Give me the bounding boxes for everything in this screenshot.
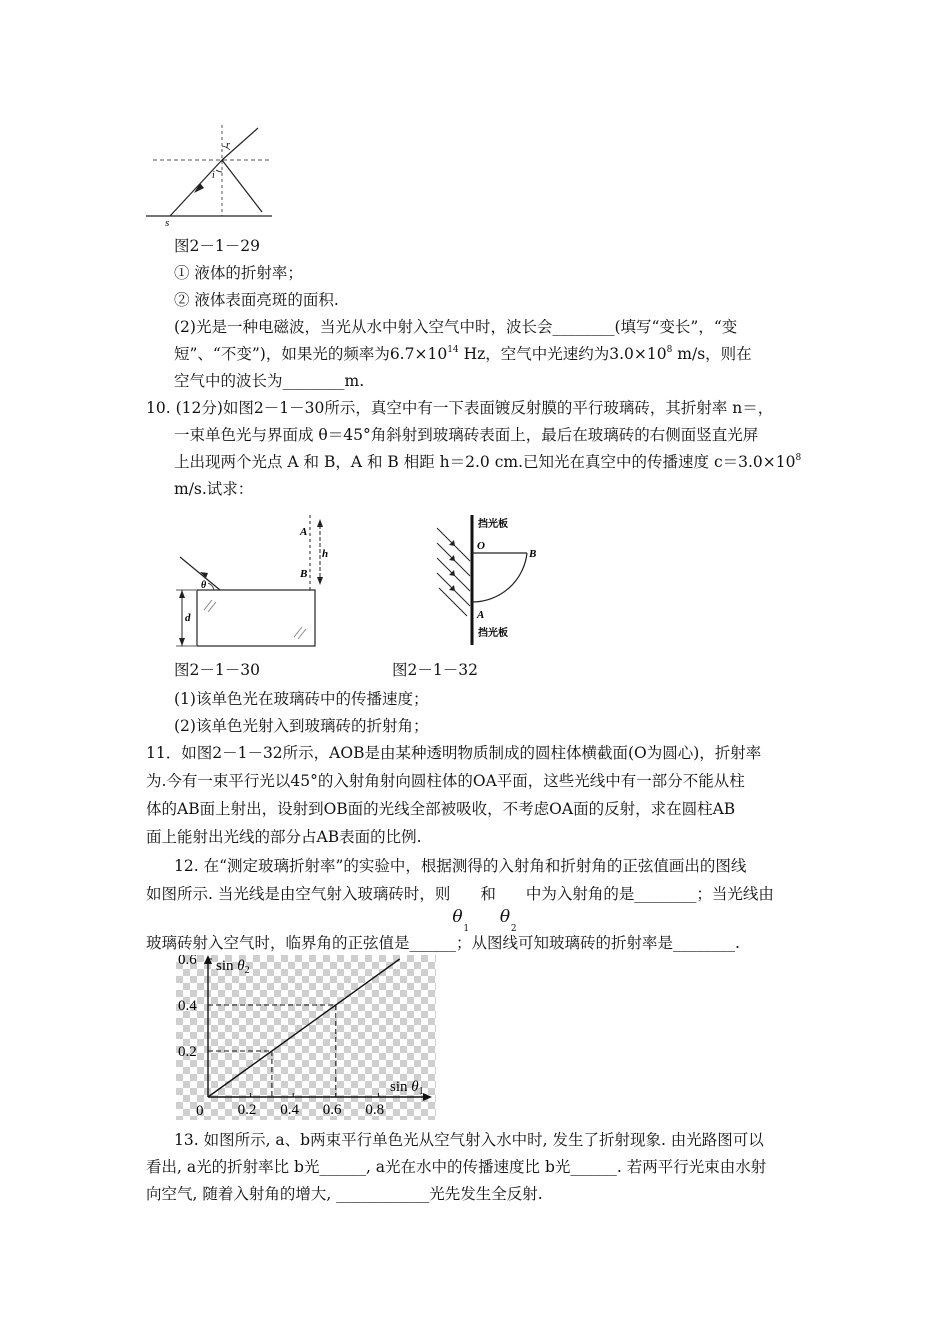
fig30-label-theta: θ	[201, 580, 207, 591]
y-tick-label-0: 0.2	[178, 1044, 197, 1060]
x-axis-label: $\sin \theta_1$	[390, 1079, 424, 1097]
q13-line1: 13. 如图所示, a、b两束平行单色光从空气射入水中时, 发生了折射现象. 由光路图可以	[174, 1131, 764, 1149]
q12-line1: 12. 在“测定玻璃折射率”的实验中，根据测得的入射角和折射角的正弦值画出的图线	[174, 857, 747, 875]
q10-sub1: (1)该单色光在玻璃砖中的传播速度；	[174, 690, 429, 708]
q9-part2-line3: 空气中的波长为________m.	[174, 372, 365, 390]
q12-line3: 玻璃砖射入空气时，临界角的正弦值是______；从图线可知玻璃砖的折射率是________.	[146, 934, 740, 952]
data-line	[208, 959, 400, 1097]
q11-line1: 11．如图2－1－32所示，AOB是由某种透明物质制成的圆柱体横截面(O为圆心)，折射率	[146, 744, 762, 762]
q10-sub2: (2)该单色光射入到玻璃砖的折射角；	[174, 717, 429, 735]
q11-line2: 为.今有一束平行光以45°的入射角射向圆柱体的OA平面，这些光线中有一部分不能从柱	[146, 772, 745, 790]
q13-line3: 向空气, 随着入射角的增大, ____________光先发生全反射.	[146, 1185, 543, 1203]
origin-label: 0	[196, 1103, 204, 1119]
y-tick-label-2: 0.6	[178, 955, 197, 968]
q9-part2-line2: 短”、“不变”)，如果光的频率为$6.7\times 10^{14}$ Hz，空气中光速约为$3.0\times 10^8$ m/s，则在	[174, 345, 752, 363]
x-axis-arrow	[423, 1093, 432, 1101]
fig30-label-A: A	[300, 526, 308, 538]
q10-line3: 上出现两个光点 A 和 B，A 和 B 相距 h＝2.0 cm.已知光在真空中的传播速度 $c=3.0\times 10^8$	[174, 453, 802, 471]
x-tick-label-0: 0.2	[237, 1102, 257, 1118]
fig29-label-r: r	[226, 140, 230, 151]
fig32-label-B: B	[529, 548, 537, 560]
fig29-label-s: s	[165, 217, 170, 229]
q12-line2: 如图所示. 当光线是由空气射入玻璃砖时，则 θ 1 和 θ 2 中为入射角的是________；当光线由	[146, 885, 774, 934]
q10-line1: 10. (12分)如图2－1－30所示，真空中有一下表面镀反射膜的平行玻璃砖，其折射率 n＝，	[146, 399, 774, 417]
x-tick-label-2: 0.6	[322, 1102, 342, 1118]
q11-line4: 面上能射出光线的部分占AB表面的比例.	[146, 828, 422, 846]
fig32-label-top-board: 挡光板	[478, 519, 508, 530]
fig32-label-A: A	[477, 609, 485, 621]
fig29-caption: 图2－1－29	[174, 237, 260, 255]
fig29-label-i: i	[212, 170, 215, 181]
sin-chart	[176, 955, 436, 1120]
q13-line2: 看出, a光的折射率比 b光______, a光在水中的传播速度比 b光______. 若两平行光束由水射	[146, 1158, 767, 1176]
fig30-label-d: d	[185, 612, 191, 624]
y-axis-label: $\sin \theta_2$	[216, 958, 250, 976]
figure-2-1-30	[170, 515, 340, 650]
x-tick-label-1: 0.4	[280, 1102, 299, 1118]
q9-part2-line1: (2)光是一种电磁波，当光从水中射入空气中时，波长会________(填写“变长”，“变	[174, 318, 738, 336]
x-tick-label-3: 0.8	[365, 1102, 385, 1118]
figure-2-1-29	[140, 120, 280, 232]
y-tick-label-1: 0.4	[178, 998, 197, 1014]
fig30-label-h: h	[322, 548, 329, 560]
q10-line4: m/s.试求：	[174, 480, 254, 498]
q11-line3: 体的AB面上射出，设射到OB面的光线全部被吸收，不考虑OA面的反射，求在圆柱AB	[146, 800, 736, 818]
fig30-caption: 图2－1－30	[174, 661, 260, 679]
figure-2-1-32	[425, 510, 555, 650]
fig32-label-bottom-board: 挡光板	[478, 628, 508, 639]
q9-item1: ① 液体的折射率；	[174, 264, 303, 282]
q10-line2: 一束单色光与界面成 θ＝45°角斜射到玻璃砖表面上，最后在玻璃砖的右侧面竖直光屏	[174, 426, 759, 444]
fig30-label-B: B	[300, 568, 308, 580]
q9-item2: ② 液体表面亮斑的面积.	[174, 291, 339, 309]
fig32-caption: 图2－1－32	[392, 661, 478, 679]
fig32-label-O: O	[477, 540, 485, 552]
